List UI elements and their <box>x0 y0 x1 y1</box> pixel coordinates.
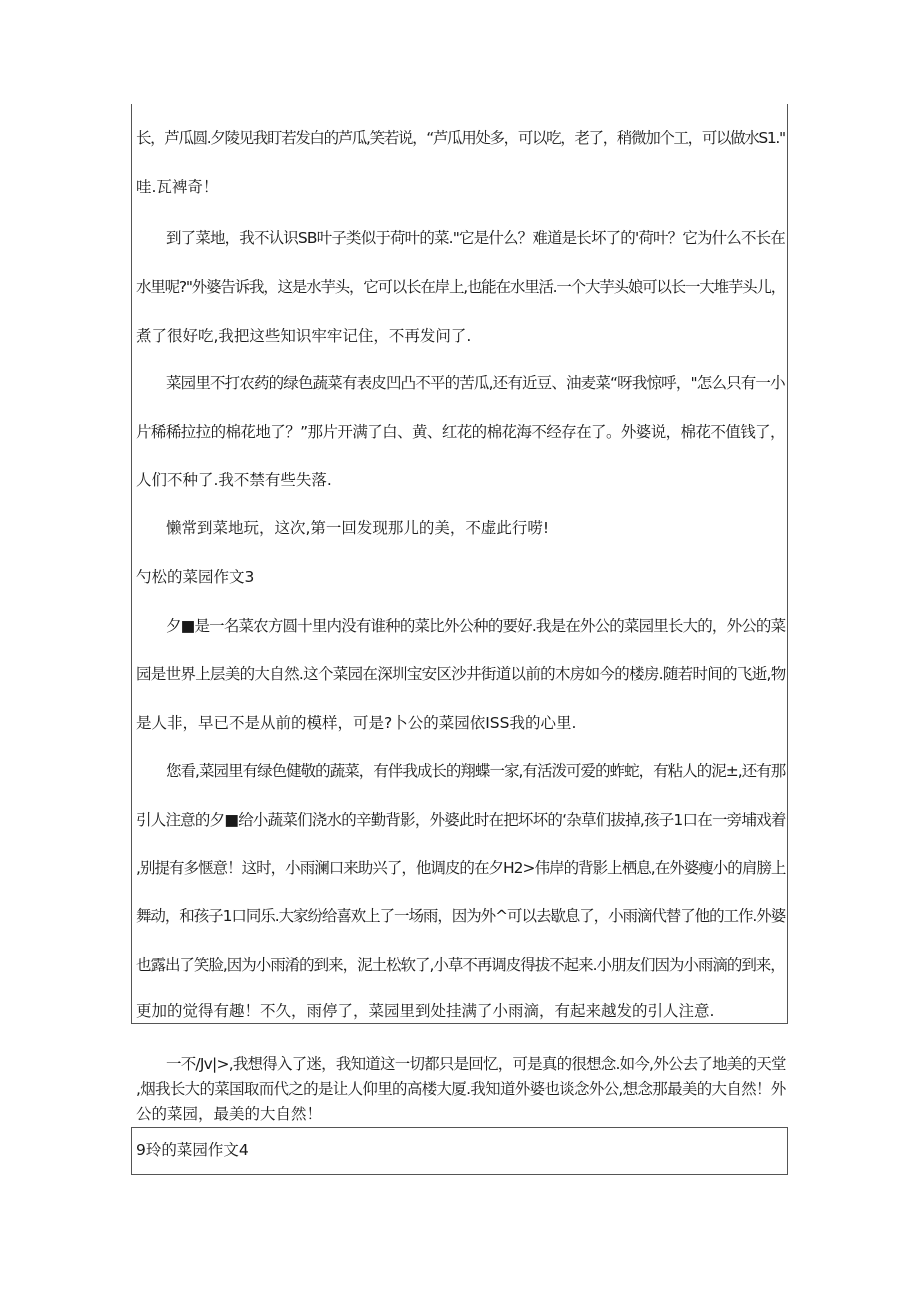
paragraph-line: 夕■是一名菜农方圆十里内没有谁种的菜比外公种的要好.我是在外公的菜园里长大的，外公的菜 <box>166 617 786 635</box>
paragraph-line: 公的菜园，最美的大自然！ <box>136 1105 323 1123</box>
paragraph-line: 引人注意的夕■给小蔬菜们浇水的辛勤背影，外婆此时在把坏坏的‘杂草们拔掉,孩子1口在一旁埔戏着 <box>136 811 786 829</box>
paragraph-line: 片稀稀拉拉的棉花地了？”那片开满了白、黄、红花的棉花海不经存在了。外婆说，棉花不值钱了， <box>136 423 785 441</box>
paragraph-line: 长，芦瓜圆.夕陵见我盯若发白的芦瓜,笑若说，“芦瓜用处多，可以吃，老了，稍微加个工，可以做水S1." <box>136 129 785 147</box>
paragraph-line: 人们不种了.我不禁有些失落. <box>136 471 332 489</box>
paragraph-line: 更加的觉得有趣！不久，雨停了，菜园里到处挂满了小雨滴，有起来越发的引人注意. <box>136 1002 715 1020</box>
paragraph-line: 煮了很好吃,我把这些知识牢牢记住，不再发问了. <box>136 327 472 345</box>
paragraph-line: 懒常到菜地玩，这次,第一回发现那儿的美，不虚此行唠! <box>166 519 550 537</box>
section-heading: 勺松的菜园作文3 <box>136 568 255 586</box>
paragraph-line: 菜园里不打农药的绿色蔬菜有表皮凹凸不平的苦瓜,还有近豆、油麦菜“呀我惊呼，"怎么只有一小 <box>166 374 785 392</box>
paragraph-line: 您看,菜园里有绿色健敬的蔬菜，有伴我成长的翔蝶一家,有活泼可爱的蚱蛇，有粘人的泥±,还有那 <box>166 762 786 780</box>
paragraph-line: 到了菜地，我不认识SB叶子类似于荷叶的菜."它是什么？难道是长坏了的'荷叶？它为什么不长在 <box>166 229 785 247</box>
paragraph-line: ,别提有多惬意！这时，小雨澜口来助兴了，他调皮的在夕H2>伟岸的背影上栖息,在外婆瘦小的肩膀上 <box>136 859 786 877</box>
paragraph-line: 舞动，和孩子1口同乐.大家纷给喜欢上了一场雨，因为外^可以去歇息了，小雨滴代替了他的工作.外婆 <box>136 907 786 925</box>
paragraph-line: 是人非，早已不是从前的模样，可是?卜公的菜园依ISS我的心里. <box>136 714 577 732</box>
paragraph-line: 园是世界上层美的大自然.这个菜园在深圳宝安区沙井街道以前的木房如今的楼房.随若时间的飞逝,物 <box>136 665 786 683</box>
section-heading: 9玲的菜园作文4 <box>136 1141 249 1159</box>
paragraph-line: 也露出了笑脸,因为小雨淆的到来，泥土松软了,小草不再调皮得拔不起来.小朋友们因为小雨滴的到来， <box>136 956 785 974</box>
paragraph-line: 水里呢?"外婆告诉我，这是水芋头，它可以长在岸上,也能在水里活.一个大芋头娘可以长一大堆芋头儿， <box>136 278 785 296</box>
paragraph-line: 哇.瓦裨奇！ <box>136 178 219 196</box>
paragraph-line: 一不/Jv|>,我想得入了迷，我知道这一切都只是回忆，可是真的很想念.如今,外公去了地美的天堂 <box>166 1055 786 1073</box>
paragraph-line: ,烟我长大的菜国取而代之的是让人仰里的高楼大厦.我知道外婆也谈念外公,想念那最美的大自然！外 <box>136 1080 786 1098</box>
